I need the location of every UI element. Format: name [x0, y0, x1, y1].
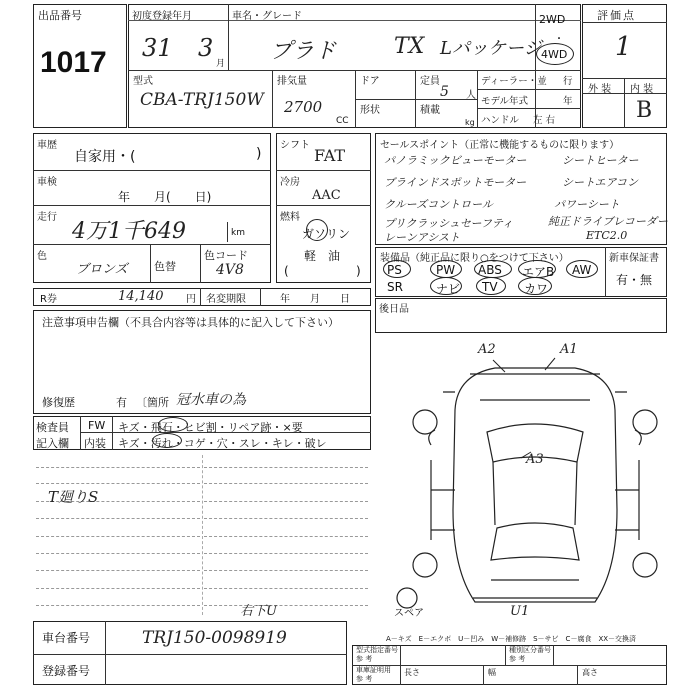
memo-line [204, 483, 368, 484]
ac-value: AAC [312, 188, 341, 203]
model-year-mark: 年 [563, 96, 573, 107]
memo-line [36, 570, 200, 571]
wheel-icon [413, 410, 437, 434]
fuel-gasoline: ガソリン [302, 227, 351, 241]
notes-title: 注意事項申告欄（不具合内容等は具体的に記入して下さい） [42, 316, 339, 329]
memo-line [204, 570, 368, 571]
shift-value: FAT [314, 146, 346, 165]
displacement-value: 2700 [284, 98, 323, 116]
inspector-label: 検査員 [36, 421, 69, 434]
fuel-label: 燃料 [280, 212, 300, 223]
shape-label: 形状 [360, 105, 380, 116]
selling-point-left: クルーズコントロール [384, 198, 493, 211]
km-unit: km [231, 228, 245, 238]
equip-item: PS [387, 263, 402, 277]
divider [577, 665, 578, 685]
fw-label: FW [88, 419, 106, 432]
memo-divider [202, 455, 203, 615]
divider [260, 288, 261, 306]
selling-point-left: レーンアシスト [384, 231, 461, 244]
divider [227, 222, 228, 242]
damage-label: A1 [560, 342, 578, 357]
equip-item: PW [436, 263, 456, 277]
memo-line [204, 588, 368, 589]
fuel-close: ) [356, 264, 361, 278]
grade: TX [394, 34, 425, 59]
drive-4wd: 4WD [541, 48, 568, 61]
selling-point-left: プリクラッシュセーフティ [384, 217, 514, 230]
memo-line [36, 518, 200, 519]
divider [477, 70, 478, 128]
divider [276, 205, 371, 206]
equip-item: AW [572, 263, 592, 277]
car-diagram [395, 340, 675, 630]
circle-mark [566, 260, 598, 278]
repair-label: 修復歴 [42, 396, 75, 409]
model-grade-label: 車名・グレード [232, 11, 302, 22]
mileage-value: 4万1千649 [72, 219, 186, 244]
divider [553, 645, 554, 665]
equip-item: ナビ [436, 282, 461, 296]
fitting-label: 後日品 [379, 304, 409, 315]
first-reg-label: 初度登録年月 [132, 11, 192, 22]
reg-month: 3 [198, 34, 214, 62]
divider [582, 22, 667, 23]
divider [477, 89, 581, 90]
divider [605, 247, 606, 297]
dot: ・ [554, 34, 564, 45]
class-ref: 種別区分番号 参 考 [509, 646, 551, 663]
divider [112, 416, 113, 450]
equip-item: エアB [522, 265, 555, 279]
divider [477, 108, 581, 109]
repaint-label: 色替 [154, 260, 176, 273]
location-value: 冠水車の為 [176, 392, 246, 408]
divider [624, 78, 625, 128]
wheel-icon [633, 553, 657, 577]
recycle-value: 14,140 [118, 289, 164, 304]
door-label: ドア [360, 76, 380, 87]
displacement-label: 排気量 [277, 76, 307, 87]
circle-mark [152, 433, 182, 448]
memo-line [204, 518, 368, 519]
selling-point-right: 純正ドライブレコーダー [548, 215, 668, 228]
divider [150, 244, 151, 283]
color-value: ブロンズ [76, 262, 128, 277]
wheel-icon [413, 553, 437, 577]
model-year-label: モデル年式 [481, 96, 529, 107]
selling-point-left: ブラインドスポットモーター [384, 176, 527, 189]
location-label: 〔箇所 [136, 396, 169, 409]
color-code-value: 4V8 [216, 262, 244, 278]
score-label: 評価点 [597, 9, 636, 22]
divider [80, 416, 81, 450]
memo-text: 右下U [240, 604, 277, 619]
warranty-title: 新車保証書 [609, 253, 659, 264]
spare-label: スペア [394, 608, 424, 619]
divider [200, 288, 201, 306]
equip-item: TV [482, 280, 498, 294]
interior-grade: B [636, 98, 653, 123]
divider [33, 654, 347, 655]
memo-line [204, 553, 368, 554]
equip-title: 装備品（純正品に限り○をつけて下さい） [380, 253, 569, 264]
memo-text: T廻りS [48, 488, 99, 506]
memo-line [204, 467, 368, 468]
divider [355, 99, 415, 100]
circle-mark [476, 277, 506, 295]
equip-item: SR [387, 280, 403, 294]
memo-line [204, 501, 368, 502]
selling-point-left: パノラミックビューモーター [384, 154, 527, 167]
divider [228, 4, 229, 70]
capacity-value: 5 [440, 84, 449, 100]
selling-point-right: ETC2.0 [586, 229, 628, 242]
divider [272, 70, 273, 128]
capacity-label: 定員 [420, 76, 440, 87]
circle-mark [306, 219, 328, 241]
memo-line [204, 605, 368, 606]
equip-item: ABS [478, 263, 502, 277]
history-value: 自家用・( [74, 149, 136, 165]
score-value: 1 [615, 32, 632, 62]
history-close: ) [256, 146, 262, 162]
dealer-label: ディーラー・並 [481, 76, 547, 87]
chassis-value: TRJ150-0098919 [142, 628, 287, 648]
fw-items: キズ・飛石・ヒビ割・リペア跡・×要 [118, 421, 303, 434]
divider [33, 205, 271, 206]
recycle-label: R券 [40, 294, 57, 305]
length-label: 長さ [404, 668, 420, 677]
reg-num-label: 登録番号 [42, 664, 91, 678]
damage-label: U1 [510, 604, 530, 619]
circle-mark [474, 260, 512, 278]
fitting-box [375, 298, 667, 333]
divider [128, 20, 581, 21]
circle-mark [518, 277, 552, 295]
name-change-value: 年 月 日 [280, 294, 350, 305]
inspection-value: 年 月( 日) [118, 190, 212, 204]
chassis-label: 車台番号 [42, 631, 91, 645]
divider [105, 621, 106, 685]
circle-mark [430, 260, 462, 278]
divider [200, 244, 201, 283]
dims-ref: 車庫証明用 参 考 [356, 666, 391, 683]
selling-point-right: パワーシート [554, 198, 620, 211]
circle-mark [383, 260, 411, 278]
memo-line [36, 588, 200, 589]
record-label: 記入欄 [36, 437, 69, 450]
divider [535, 4, 536, 128]
circle-mark [158, 417, 188, 432]
damage-label: A2 [478, 342, 496, 357]
selling-point-right: シートエアコン [562, 176, 639, 189]
type-value: CBA-TRJ150W [140, 90, 264, 110]
memo-line [36, 467, 200, 468]
car-name: プラド [270, 39, 337, 64]
type-label: 型式 [133, 76, 153, 87]
name-change-label: 名変期限 [206, 294, 246, 305]
fuel-open: ( [284, 264, 289, 278]
damage-legend: A－キズ E－エクボ U－凹み W－補修跡 S－サビ C－腐食 XX－交換済 [386, 635, 637, 643]
lot-label: 出品番号 [38, 9, 82, 22]
memo-line [36, 553, 200, 554]
interior-items: キズ・汚れ・コゲ・穴・スレ・キレ・破レ [118, 437, 327, 450]
memo-line [36, 483, 200, 484]
mileage-label: 走行 [37, 212, 57, 223]
interior-check-label: 内装 [84, 437, 106, 450]
divider [276, 170, 371, 171]
interior-label: 内 装 [630, 84, 654, 95]
damage-label: A3 [526, 452, 544, 467]
kg-unit: kg [465, 118, 475, 127]
divider [505, 645, 506, 665]
handle-label: ハンドル [481, 115, 520, 126]
equip-item: カワ [524, 282, 549, 296]
divider [33, 170, 271, 171]
memo-line [36, 536, 200, 537]
height-label: 高さ [582, 668, 598, 677]
divider [483, 665, 484, 685]
cc-unit: CC [336, 116, 349, 126]
fuel-diesel: 軽 油 [304, 249, 341, 263]
memo-line [204, 536, 368, 537]
person-unit: 人 [466, 90, 476, 101]
inspection-label: 車検 [37, 177, 57, 188]
wheel-icon [633, 410, 657, 434]
handle-value: 左 右 [533, 115, 556, 126]
divider [33, 244, 271, 245]
yen-unit: 円 [186, 294, 196, 305]
circle-mark [518, 260, 556, 278]
shift-label: シフト [280, 140, 310, 151]
selling-point-right: シートヒーター [562, 154, 639, 167]
circle-mark [430, 277, 462, 295]
circle-mark [536, 43, 574, 65]
divider [415, 99, 477, 100]
warranty-value: 有・無 [616, 273, 653, 287]
drive-2wd: 2WD [539, 13, 566, 26]
repair-value: 有 [116, 396, 127, 409]
color-label: 色 [37, 251, 47, 262]
lot-number: 1017 [40, 46, 107, 79]
package: Lパッケージ [440, 38, 542, 59]
selling-title: セールスポイント（正常に機能するものに限ります） [380, 140, 620, 151]
divider [400, 645, 401, 685]
ac-label: 冷房 [280, 177, 300, 188]
reg-year: 31 [142, 34, 173, 62]
exterior-label: 外 装 [588, 84, 612, 95]
history-label: 車歴 [37, 140, 57, 151]
color-code-label: 色コード [204, 249, 248, 262]
memo-line [36, 605, 200, 606]
model-ref: 型式指定番号 参 考 [356, 646, 398, 663]
dealer-mark: 行 [563, 76, 573, 87]
month-unit: 月 [216, 59, 226, 69]
load-label: 積載 [420, 105, 440, 116]
width-label: 幅 [488, 668, 496, 677]
